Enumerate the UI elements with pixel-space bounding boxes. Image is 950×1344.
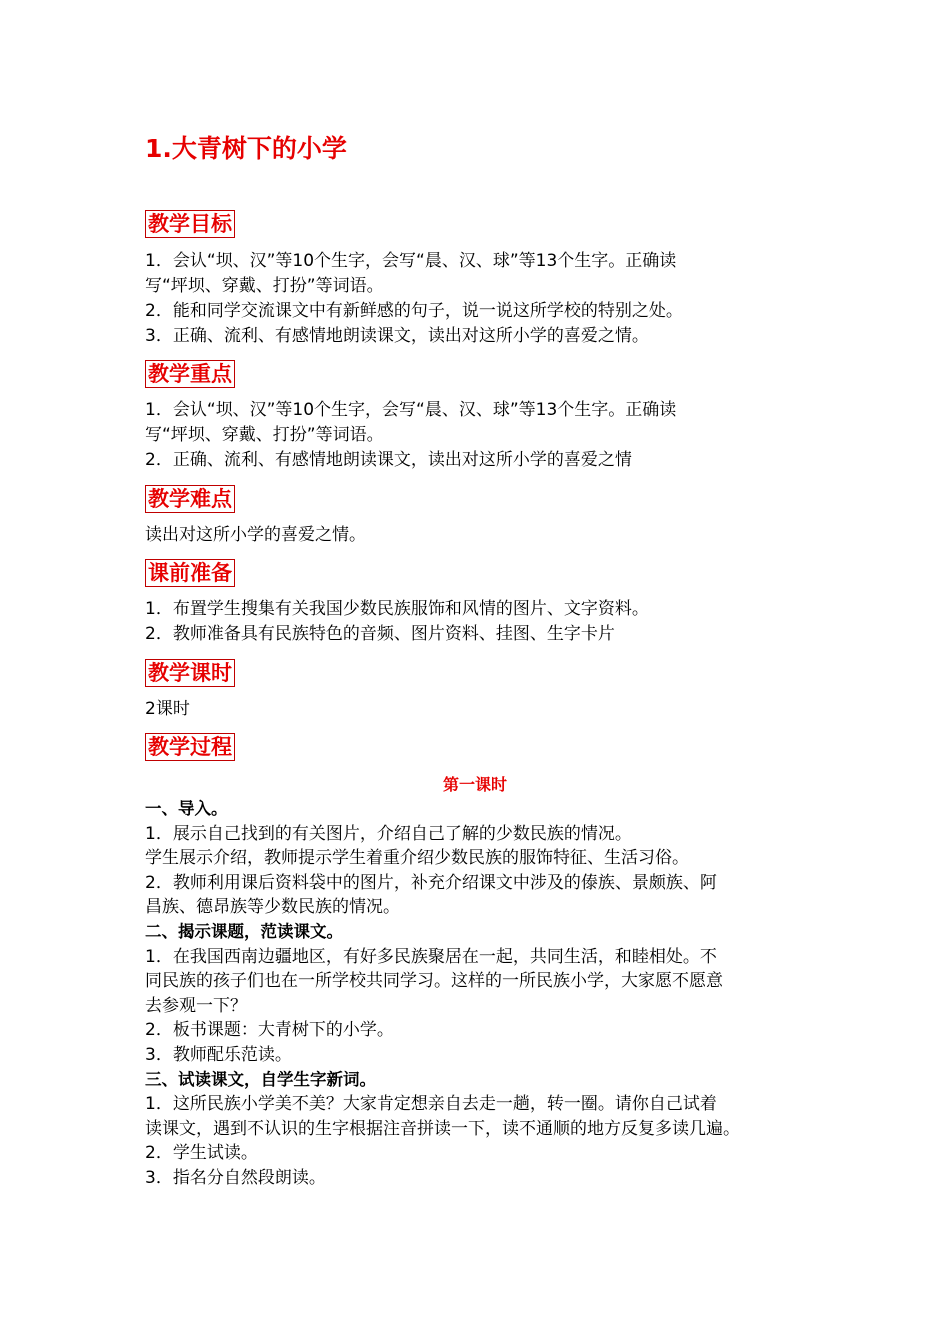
text-line: 同民族的孩子们也在一所学校共同学习。这样的一所民族小学，大家愿不愿意 bbox=[145, 971, 723, 992]
text-line: 1．会认“坝、汉”等10个生字，会写“晨、汉、球”等13个生字。正确读 bbox=[145, 400, 677, 420]
text-line: 读课文，遇到不认识的生字根据注音拼读一下，读不通顺的地方反复多读几遍。 bbox=[145, 1118, 740, 1139]
section-heading-key-points: 教学重点 bbox=[145, 360, 235, 388]
key-points-body bbox=[145, 398, 815, 473]
text-line: 2．学生试读。 bbox=[145, 1143, 258, 1164]
process-body bbox=[145, 797, 815, 1191]
text-line: 3．指名分自然段朗读。 bbox=[145, 1167, 326, 1188]
text-line: 1．展示自己找到的有关图片，介绍自己了解的少数民族的情况。 bbox=[145, 823, 632, 844]
text-line: 1．会认“坝、汉”等10个生字，会写“晨、汉、球”等13个生字。正确读 bbox=[145, 251, 677, 271]
text-line: 1．这所民族小学美不美？大家肯定想亲自去走一趟，转一圈。请你自己试着 bbox=[145, 1094, 717, 1115]
section-heading-difficulties: 教学难点 bbox=[145, 485, 235, 513]
text-line: 3．教师配乐范读。 bbox=[145, 1044, 292, 1065]
text-line: 读出对这所小学的喜爱之情。 bbox=[145, 525, 366, 545]
text-line: 3．正确、流利、有感情地朗读课文，读出对这所小学的喜爱之情。 bbox=[145, 326, 649, 346]
text-line: 写“坪坝、穿戴、打扮”等词语。 bbox=[145, 276, 384, 296]
class-hours-body bbox=[145, 697, 815, 722]
section-heading-preparation: 课前准备 bbox=[145, 559, 235, 587]
text-line: 2课时 bbox=[145, 699, 190, 719]
text-line: 学生展示介绍，教师提示学生着重介绍少数民族的服饰特征、生活习俗。 bbox=[145, 848, 689, 869]
step-heading: 二、揭示课题，范读课文。 bbox=[145, 921, 343, 941]
step-heading: 三、试读课文，自学生字新词。 bbox=[145, 1069, 376, 1089]
text-line: 2．板书课题：大青树下的小学。 bbox=[145, 1020, 394, 1041]
text-line: 1．布置学生搜集有关我国少数民族服饰和风情的图片、文字资料。 bbox=[145, 599, 649, 619]
text-line: 2．能和同学交流课文中有新鲜感的句子，说一说这所学校的特别之处。 bbox=[145, 301, 683, 321]
section-heading-class-hours: 教学课时 bbox=[145, 659, 235, 687]
text-line: 昌族、德昂族等少数民族的情况。 bbox=[145, 897, 400, 918]
objectives-body bbox=[145, 249, 815, 349]
difficulties-body bbox=[145, 523, 815, 548]
section-heading-process: 教学过程 bbox=[145, 733, 235, 761]
lesson-period-title: 第一课时 bbox=[442, 775, 507, 794]
section-heading-objectives: 教学目标 bbox=[145, 210, 235, 238]
text-line: 去参观一下？ bbox=[145, 995, 247, 1016]
preparation-body bbox=[145, 597, 815, 647]
text-line: 2．正确、流利、有感情地朗读课文，读出对这所小学的喜爱之情 bbox=[145, 450, 632, 470]
text-line: 2．教师准备具有民族特色的音频、图片资料、挂图、生字卡片 bbox=[145, 624, 615, 644]
lesson-title: 1.大青树下的小学 bbox=[145, 134, 347, 163]
text-line: 2．教师利用课后资料袋中的图片，补充介绍课文中涉及的傣族、景颇族、阿 bbox=[145, 872, 717, 893]
text-line: 1．在我国西南边疆地区，有好多民族聚居在一起，共同生活，和睦相处。不 bbox=[145, 946, 717, 967]
step-heading: 一、导入。 bbox=[145, 799, 228, 818]
text-line: 写“坪坝、穿戴、打扮”等词语。 bbox=[145, 425, 384, 445]
